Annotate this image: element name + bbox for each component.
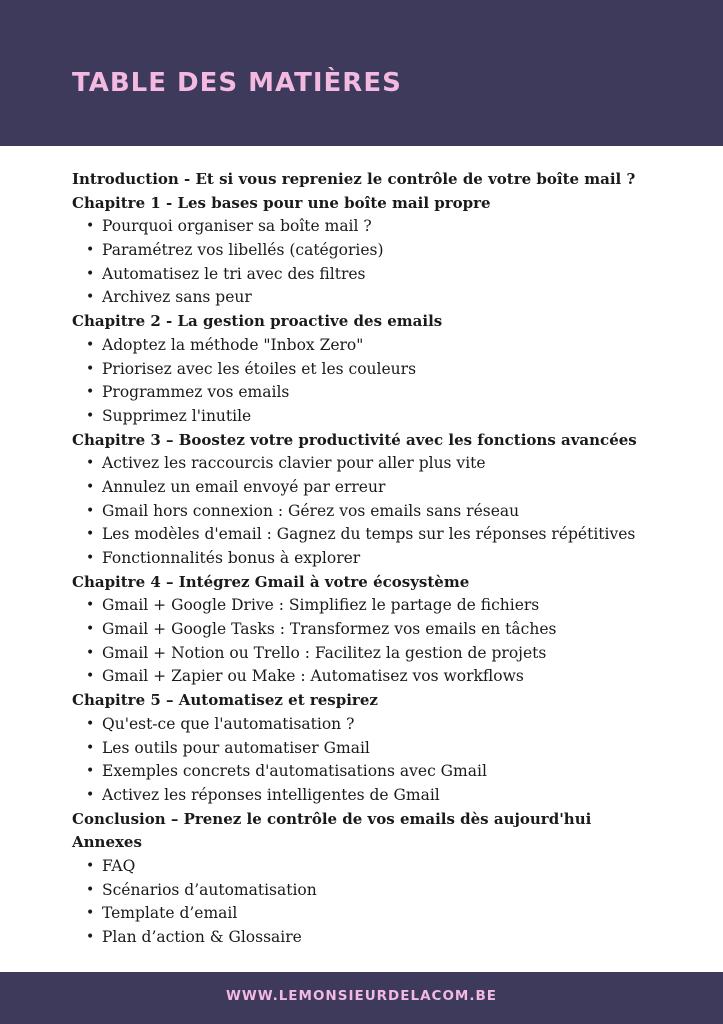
toc-conclusion: Conclusion – Prenez le contrôle de vos emails dès aujourd'hui	[72, 809, 592, 828]
list-item-label: Gmail + Notion ou Trello : Facilitez la gestion de projets	[102, 643, 547, 662]
list-item-label: Programmez vos emails	[102, 383, 290, 402]
bullet-icon: •	[86, 360, 95, 377]
bullet-icon: •	[86, 929, 95, 945]
list-item-label: Fonctionnalités bonus à explorer	[102, 549, 361, 567]
list-item	[72, 500, 702, 524]
footer-band	[0, 972, 723, 1024]
list-item	[72, 476, 702, 500]
bullet-icon: •	[86, 597, 95, 614]
list-item-label: Les modèles d'email : Gagnez du temps sur les réponses répétitives	[102, 525, 636, 544]
bullet-icon: •	[86, 336, 95, 353]
bullet-icon: •	[86, 644, 95, 661]
list-item-label: Plan d’action & Glossaire	[102, 928, 302, 946]
list-item	[72, 737, 702, 761]
list-item	[72, 760, 702, 784]
list-item-label: Supprimez l'inutile	[102, 406, 252, 425]
bullet-icon: •	[86, 857, 95, 874]
list-item	[72, 665, 702, 689]
chapter-1-heading: Chapitre 1 - Les bases pour une boîte mail propre	[72, 193, 491, 212]
bullet-icon: •	[86, 502, 95, 519]
list-item-label: Priorisez avec les étoiles et les couleurs	[102, 359, 417, 378]
list-item	[72, 879, 702, 903]
toc-introduction: Introduction - Et si vous repreniez le contrôle de votre boîte mail ?	[72, 170, 636, 188]
list-item	[72, 381, 702, 405]
list-item-label: Gmail hors connexion : Gérez vos emails sans réseau	[102, 501, 520, 520]
annexes-heading: Annexes	[72, 833, 142, 852]
list-item-label: Annulez un email envoyé par erreur	[102, 477, 386, 496]
list-item	[72, 642, 702, 666]
table-of-contents	[72, 168, 702, 950]
list-item-label: Scénarios d’automatisation	[102, 880, 317, 899]
bullet-icon: •	[86, 905, 95, 922]
list-item-label: Les outils pour automatiser Gmail	[102, 738, 370, 757]
list-item-label: Template d’email	[102, 904, 238, 923]
list-item	[72, 902, 702, 926]
list-item-label: Archivez sans peur	[102, 288, 252, 307]
bullet-icon: •	[86, 621, 95, 638]
bullet-icon: •	[86, 289, 95, 306]
bullet-icon: •	[86, 668, 95, 685]
list-item	[72, 263, 702, 287]
list-item-label: Gmail + Zapier ou Make : Automatisez vos workflows	[102, 667, 524, 686]
list-item-label: Automatisez le tri avec des filtres	[102, 264, 366, 283]
list-item	[72, 594, 702, 618]
bullet-icon: •	[86, 218, 95, 235]
list-item	[72, 547, 702, 571]
list-item	[72, 452, 702, 476]
list-item	[72, 784, 702, 808]
list-item	[72, 713, 702, 737]
list-item-label: Gmail + Google Drive : Simplifiez le partage de fichiers	[102, 596, 540, 615]
footer-website-link[interactable]: WWW.LEMONSIEURDELACOM.BE	[226, 988, 497, 1004]
chapter-4-heading: Chapitre 4 – Intégrez Gmail à votre écosystème	[72, 572, 470, 591]
list-item	[72, 215, 702, 239]
bullet-icon: •	[86, 265, 95, 282]
list-item	[72, 334, 702, 358]
bullet-icon: •	[86, 739, 95, 756]
list-item-label: Activez les raccourcis clavier pour aller plus vite	[102, 454, 486, 473]
bullet-icon: •	[86, 526, 95, 543]
bullet-icon: •	[86, 478, 95, 495]
list-item-label: Pourquoi organiser sa boîte mail ?	[102, 217, 372, 236]
list-item-label: Activez les réponses intelligentes de Gmail	[102, 785, 440, 804]
list-item	[72, 926, 702, 950]
list-item	[72, 618, 702, 642]
list-item-label: Qu'est-ce que l'automatisation ?	[102, 714, 355, 733]
list-item	[72, 405, 702, 429]
list-item-label: Paramétrez vos libellés (catégories)	[102, 241, 384, 260]
chapter-2-heading: Chapitre 2 - La gestion proactive des emails	[72, 312, 443, 331]
bullet-icon: •	[86, 786, 95, 803]
bullet-icon: •	[86, 384, 95, 401]
chapter-5-heading: Chapitre 5 – Automatisez et respirez	[72, 691, 378, 710]
page-title: TABLE DES MATIÈRES	[72, 68, 402, 98]
chapter-3-heading: Chapitre 3 – Boostez votre productivité avec les fonctions avancées	[72, 430, 637, 449]
list-item	[72, 523, 702, 547]
list-item-label: FAQ	[102, 856, 136, 875]
bullet-icon: •	[86, 715, 95, 732]
bullet-icon: •	[86, 407, 95, 424]
list-item-label: Gmail + Google Tasks : Transformez vos emails en tâches	[102, 620, 557, 639]
bullet-icon: •	[86, 763, 95, 780]
bullet-icon: •	[86, 550, 95, 566]
bullet-icon: •	[86, 242, 95, 259]
list-item	[72, 286, 702, 310]
list-item-label: Exemples concrets d'automatisations avec Gmail	[102, 762, 487, 781]
header-band	[0, 0, 723, 146]
bullet-icon: •	[86, 455, 95, 472]
bullet-icon: •	[86, 881, 95, 898]
list-item	[72, 855, 702, 879]
list-item	[72, 239, 702, 263]
list-item-label: Adoptez la méthode "Inbox Zero"	[102, 335, 364, 354]
list-item	[72, 358, 702, 382]
